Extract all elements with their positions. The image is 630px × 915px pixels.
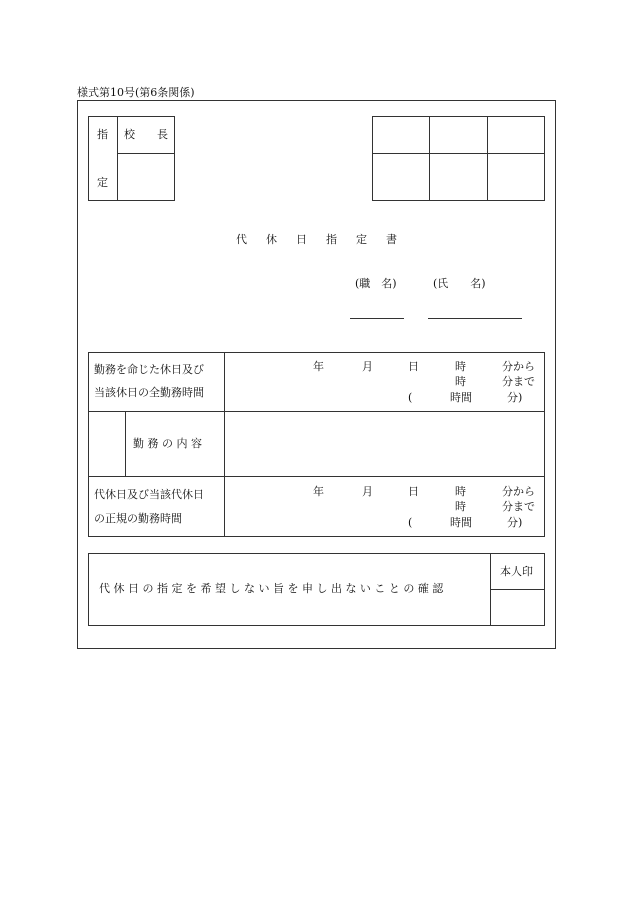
title-char-4: 指 [326,233,337,246]
hours-unit: 時間 [450,391,472,404]
seal-label: 本人印 [500,565,533,578]
until-unit: 分まで [502,375,535,388]
personal-seal-field[interactable] [491,590,544,625]
stamp-grid-v1 [429,116,430,201]
substitute-label-1: 代休日及び当該代休日 [94,488,204,501]
work-content-indent-divider [125,411,126,476]
position-label: (職 名) [355,277,397,290]
year-unit: 年 [313,485,324,498]
stamp-grid-h [372,153,545,154]
stamp-grid [372,116,545,201]
from-unit: 分から [502,485,535,498]
year-unit: 年 [313,360,324,373]
name-label: (氏 名) [433,277,486,290]
until-unit: 分まで [502,500,535,513]
work-content-field[interactable] [225,412,544,475]
name-field[interactable] [428,318,522,319]
indent-cell [89,412,124,475]
minutes-close: 分) [507,516,523,529]
title-char-5: 定 [356,233,367,246]
work-ordered-label-2: 当該休日の全勤務時間 [94,386,204,399]
hour-unit: 時 [455,485,466,498]
work-content-label: 勤 務 の 内 容 [133,437,202,450]
approval-side-bottom: 定 [97,176,108,189]
position-field[interactable] [350,318,404,319]
principal-label-1: 校 [124,128,135,141]
day-unit: 日 [408,360,419,373]
hour-unit-end: 時 [455,500,466,513]
day-unit: 日 [408,485,419,498]
title-char-1: 代 [236,233,247,246]
title-char-6: 書 [386,233,397,246]
from-unit: 分から [502,360,535,373]
confirmation-text: 代 休 日 の 指 定 を 希 望 し な い 旨 を 申 し 出 な い こ と の 確 認 [99,582,444,595]
minutes-close: 分) [507,391,523,404]
substitute-label-2: の正規の勤務時間 [94,512,182,525]
title-char-3: 日 [296,233,307,246]
principal-label-2: 長 [157,128,168,141]
open-paren: ( [408,516,413,529]
form-number: 様式第10号(第6条関係) [77,86,195,99]
work-ordered-datetime[interactable] [225,353,544,410]
principal-seal-field[interactable] [118,154,174,200]
approval-side-top: 指 [97,128,108,141]
hours-unit: 時間 [450,516,472,529]
month-unit: 月 [362,485,373,498]
document-title [236,233,406,247]
hour-unit-end: 時 [455,375,466,388]
stamp-grid-v2 [487,116,488,201]
work-ordered-label-1: 勤務を命じた休日及び [94,363,204,376]
month-unit: 月 [362,360,373,373]
title-char-2: 休 [266,233,277,246]
open-paren: ( [408,391,413,404]
substitute-datetime[interactable] [225,477,544,536]
hour-unit: 時 [455,360,466,373]
